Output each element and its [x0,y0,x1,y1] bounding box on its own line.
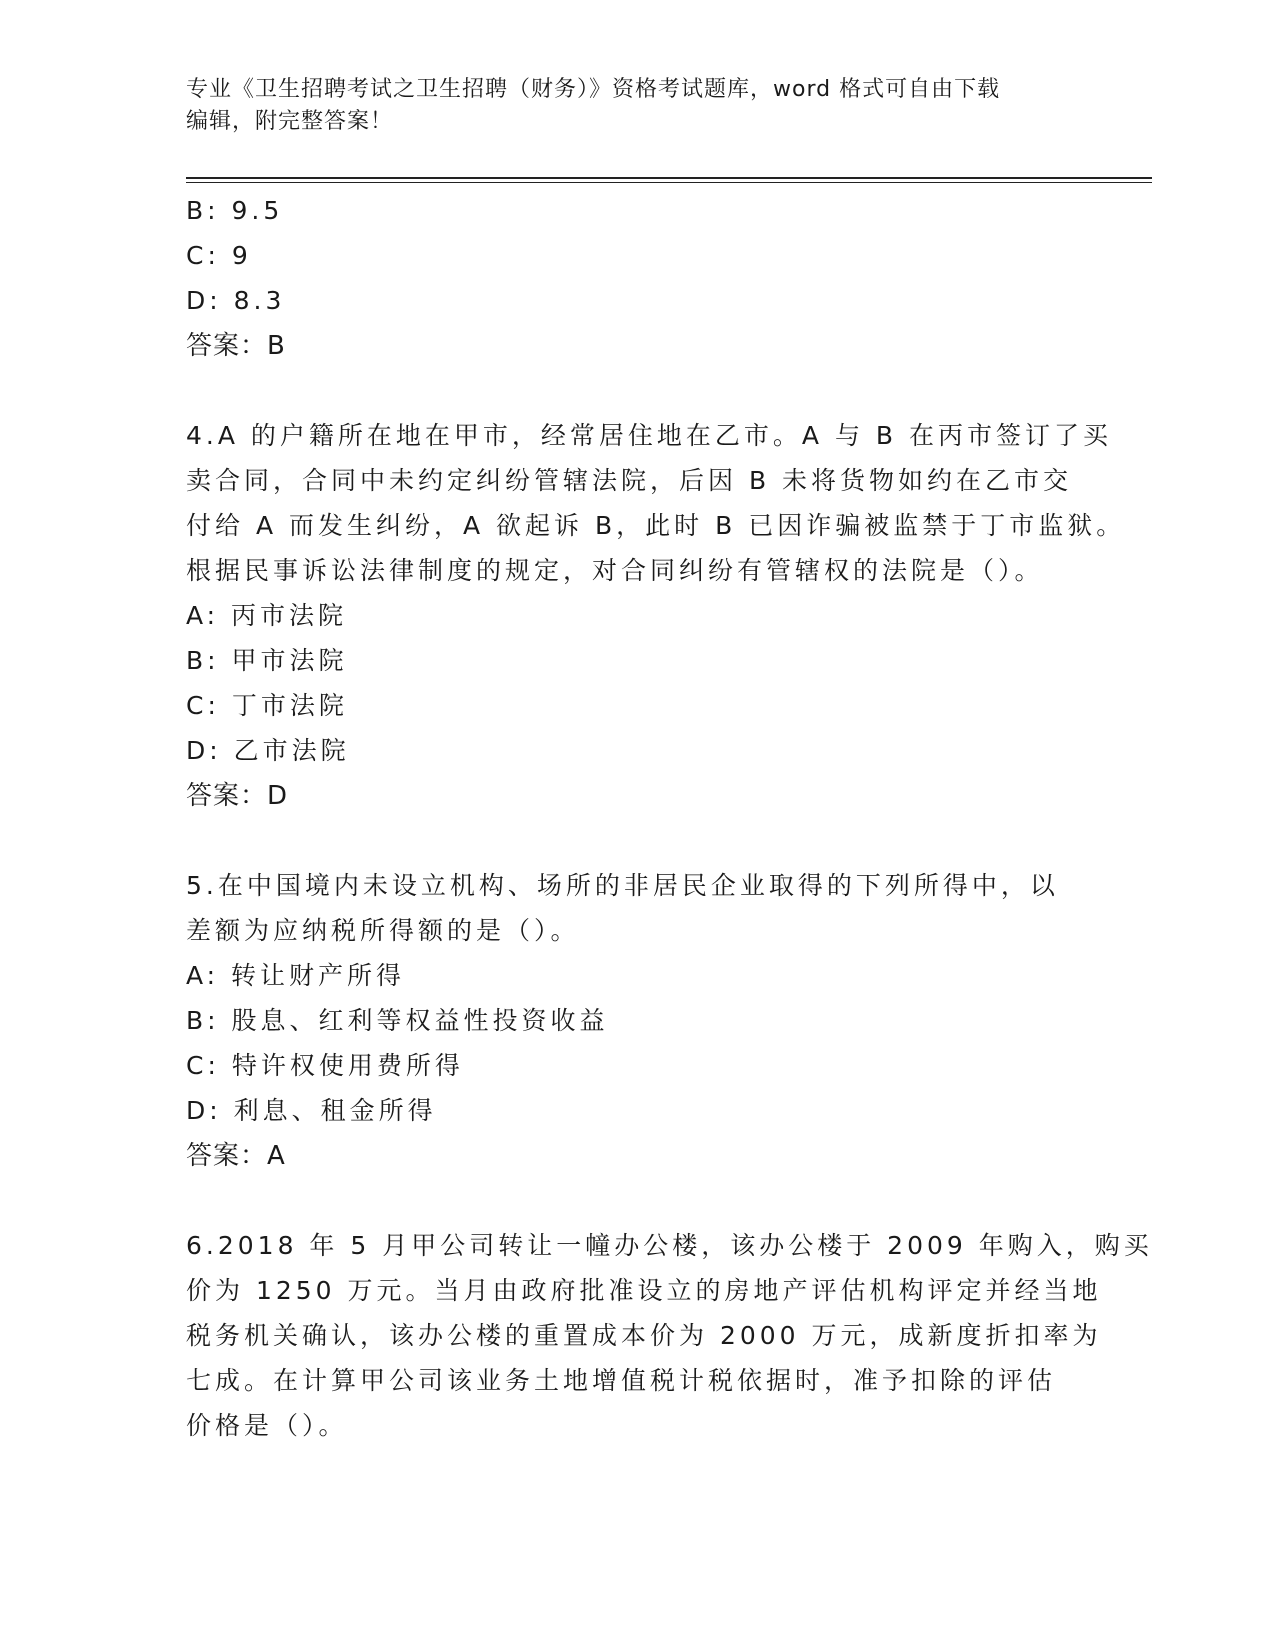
question-text-line: 价格是（）。 [186,1411,348,1440]
question-text-line: 价为 1250 万元。当月由政府批准设立的房地产评估机构评定并经当地 [186,1276,1102,1305]
question-text-line: 付给 A 而发生纠纷，A 欲起诉 B，此时 B 已因诈骗被监禁于丁市监狱。 [186,511,1126,540]
option-c: C: 特许权使用费所得 [186,1051,464,1080]
question-text-line: 4.A 的户籍所在地在甲市，经常居住地在乙市。A 与 B 在丙市签订了买 [186,421,1112,450]
question-text-line: 6.2018 年 5 月甲公司转让一幢办公楼，该办公楼于 2009 年购入，购买 [186,1231,1153,1260]
answer-line: 答案：D [186,781,289,811]
option-a: A: 丙市法院 [186,601,348,630]
option-b: B: 9.5 [186,196,284,225]
header-line-1: 专业《卫生招聘考试之卫生招聘（财务）》资格考试题库，word 格式可自由下载 [186,77,1001,102]
spacer [186,1179,1086,1223]
header-line-2: 编辑，附完整答案！ [186,109,394,134]
answer-line: 答案：B [186,331,286,361]
option-b: B: 甲市法院 [186,646,348,675]
question-text-line: 差额为应纳税所得额的是（）。 [186,916,580,945]
question-text-line: 根据民事诉讼法律制度的规定，对合同纠纷有管辖权的法院是（）。 [186,556,1044,585]
option-c: C: 9 [186,241,252,270]
option-d: D: 乙市法院 [186,736,350,765]
option-d: D: 8.3 [186,286,286,315]
header-divider-thick [186,177,1152,179]
option-d: D: 利息、租金所得 [186,1096,437,1125]
question-5 [186,863,1086,1179]
spacer [186,369,1086,413]
question-4 [186,413,1126,819]
question-6 [186,1223,1153,1448]
answer-line: 答案：A [186,1141,286,1171]
question-text-line: 5.在中国境内未设立机构、场所的非居民企业取得的下列所得中，以 [186,871,1059,900]
document-header [186,74,1086,138]
document-body [186,188,1153,1448]
spacer [186,819,1086,863]
option-b: B: 股息、红利等权益性投资收益 [186,1006,609,1035]
option-a: A: 转让财产所得 [186,961,406,990]
question-text-line: 卖合同，合同中未约定纠纷管辖法院，后因 B 未将货物如约在乙市交 [186,466,1073,495]
question-text-line: 七成。在计算甲公司该业务土地增值税计税依据时，准予扣除的评估 [186,1366,1057,1395]
question-text-line: 税务机关确认，该办公楼的重置成本价为 2000 万元，成新度折扣率为 [186,1321,1102,1350]
header-divider-thin [186,182,1152,183]
option-c: C: 丁市法院 [186,691,348,720]
question-3-tail [186,188,1086,369]
